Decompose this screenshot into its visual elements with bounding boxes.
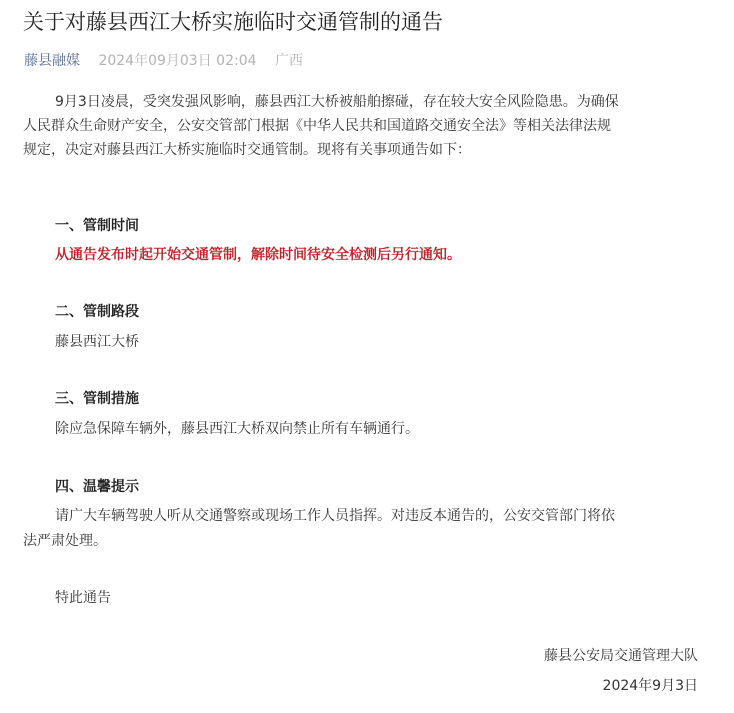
intro-paragraph <box>23 90 720 162</box>
section-text-measures: 除应急保障车辆外，藤县西江大桥双向禁止所有车辆通行。 <box>55 421 419 437</box>
article-meta <box>24 51 303 71</box>
section-text-tips-line-1: 请广大车辆驾驶人听从交通警察或现场工作人员指挥。对违反本通告的，公安交管部门将依 <box>55 508 615 524</box>
source-link[interactable]: 藤县融媒 <box>24 53 80 69</box>
closing-text: 特此通告 <box>55 590 111 606</box>
intro-line-1: 9月3日凌晨，受突发强风影响，藤县西江大桥被船舶擦碰，存在较大安全风险隐患。为确保 <box>55 94 619 110</box>
issue-date: 2024年9月3日 <box>602 678 698 694</box>
intro-line-2: 人民群众生命财产安全，公安交管部门根据《中华人民共和国道路交通安全法》等相关法律法规 <box>23 118 611 134</box>
issuer-signature: 藤县公安局交通管理大队 <box>544 648 698 664</box>
publish-datetime: 2024年09月03日 02:04 <box>98 53 257 69</box>
section-text-road: 藤县西江大桥 <box>55 334 139 350</box>
section-heading-tips: 四、温馨提示 <box>55 479 139 495</box>
section-text-time: 从通告发布时起开始交通管制，解除时间待安全检测后另行通知。 <box>55 247 461 263</box>
section-heading-measures: 三、管制措施 <box>55 391 139 407</box>
section-text-tips-line-2: 法严肃处理。 <box>23 533 107 549</box>
publish-location: 广西 <box>274 53 303 69</box>
section-heading-road: 二、管制路段 <box>55 304 139 320</box>
intro-line-3: 规定，决定对藤县西江大桥实施临时交通管制。现将有关事项通告如下： <box>23 142 471 158</box>
article-title: 关于对藤县西江大桥实施临时交通管制的通告 <box>23 10 443 34</box>
section-heading-time: 一、管制时间 <box>55 218 139 234</box>
